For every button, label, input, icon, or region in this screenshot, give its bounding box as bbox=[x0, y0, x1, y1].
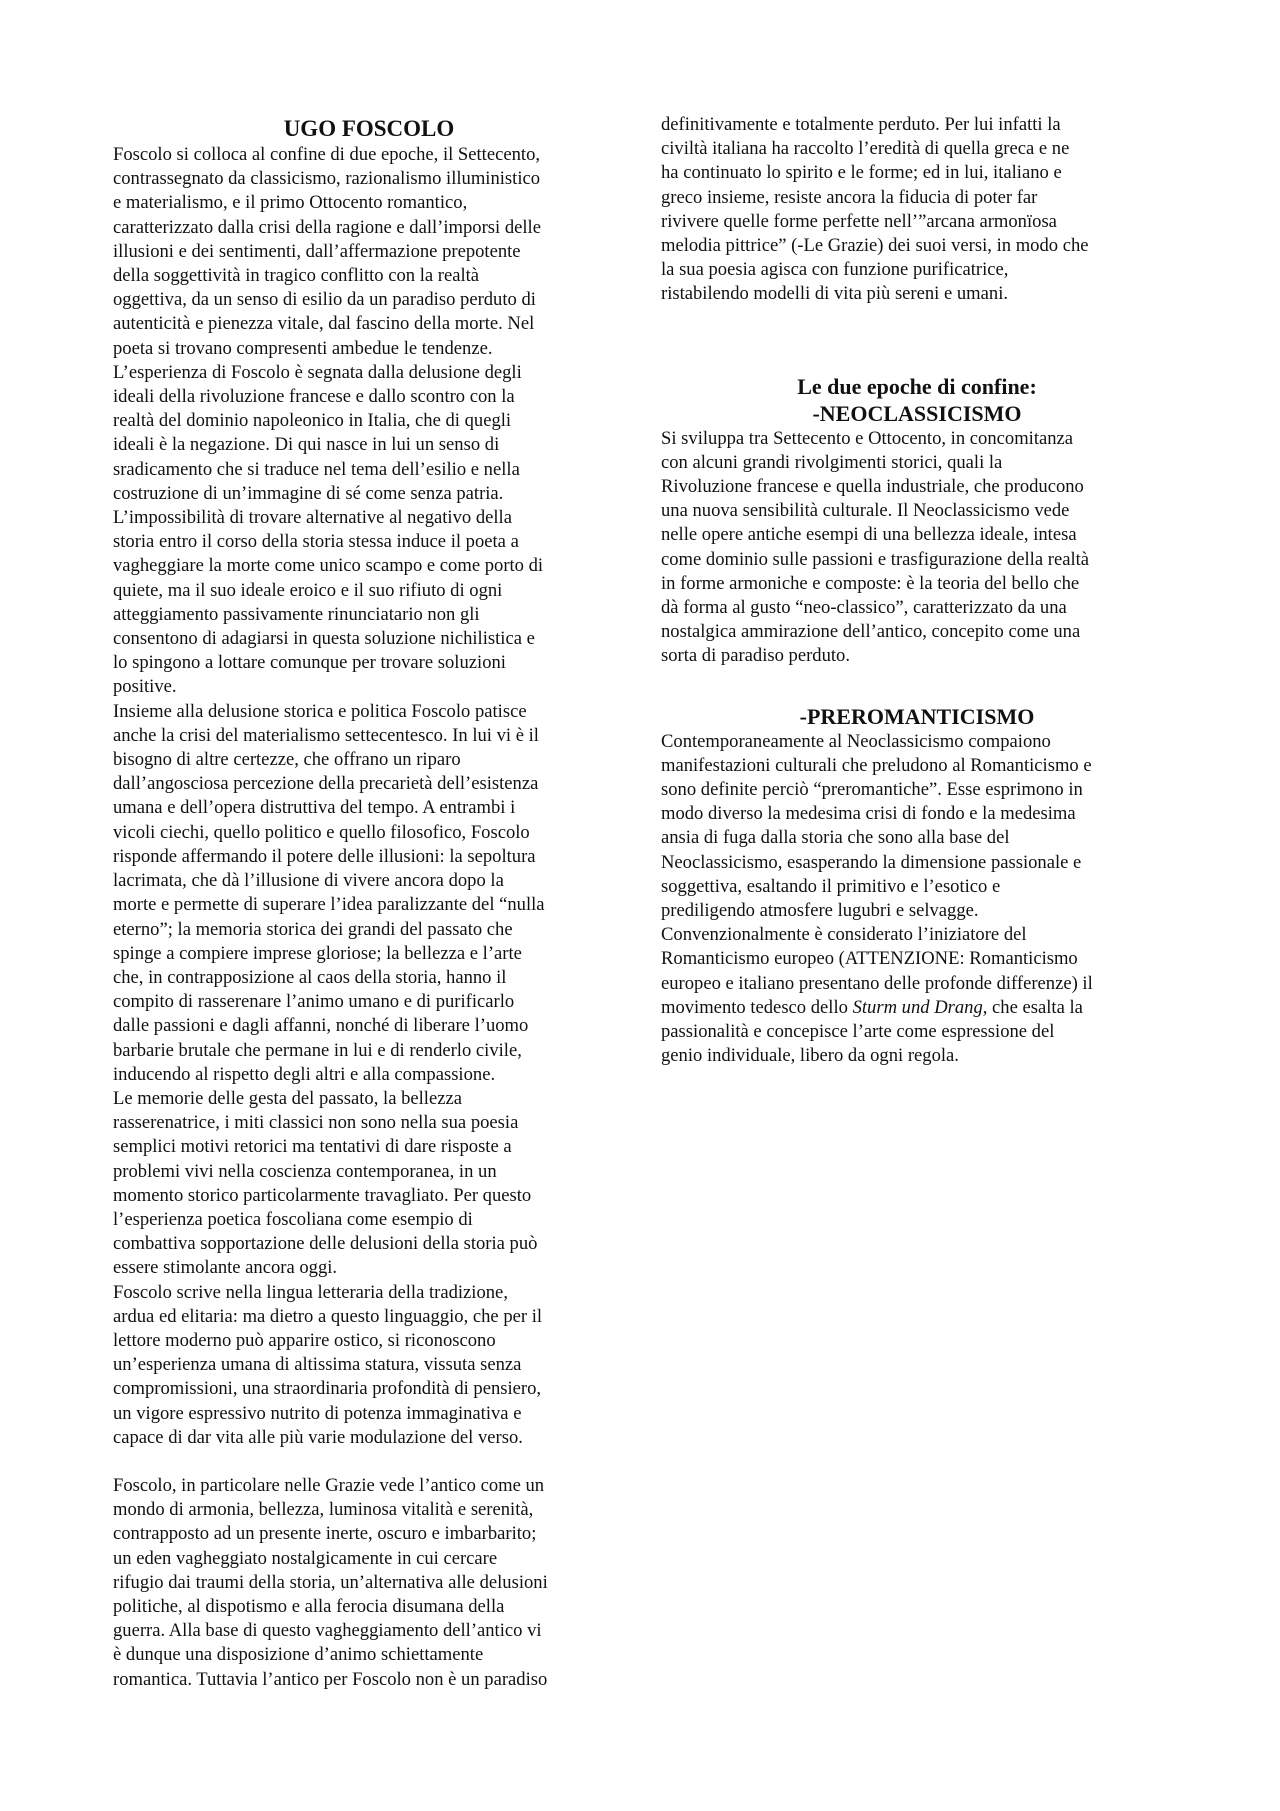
paragraph bbox=[113, 1281, 625, 1450]
document-title: UGO FOSCOLO bbox=[283, 116, 455, 141]
text-line: anche la crisi del materialismo settecentesco. In lui vi è il bbox=[113, 724, 539, 746]
text-line: Foscolo, in particolare nelle Grazie vede l’antico come un bbox=[113, 1474, 545, 1496]
text-line: Foscolo si colloca al confine di due epoche, il Settecento, bbox=[113, 144, 541, 165]
text-line: consentono di adagiarsi in questa soluzione nichilistica e bbox=[113, 628, 535, 650]
text-line: Insieme alla delusione storica e politica Foscolo patisce bbox=[113, 700, 527, 722]
text-line: politiche, al dispotismo e alla ferocia disumana della bbox=[113, 1595, 505, 1617]
text-line: essere stimolante ancora oggi. bbox=[113, 1257, 338, 1279]
text-line: civiltà italiana ha raccolto l’eredità di quella greca e ne bbox=[661, 138, 1070, 160]
text-line: romantica. Tuttavia l’antico per Foscolo non è un paradiso bbox=[113, 1668, 548, 1690]
text-line: ha continuato lo spirito e le forme; ed in lui, italiano e bbox=[661, 162, 1062, 184]
text-segment: , che esalta la bbox=[982, 996, 1083, 1018]
text-line: è dunque una disposizione d’animo schiettamente bbox=[113, 1644, 484, 1666]
text-line: sorta di paradiso perduto. bbox=[661, 645, 850, 667]
preromanticismo-paragraph bbox=[661, 730, 1173, 996]
text-line: sono definite perciò “preromantiche”. Esse esprimono in bbox=[661, 779, 1083, 801]
text-line: definitivamente e totalmente perduto. Per lui infatti la bbox=[661, 114, 1061, 135]
text-line: risponde affermando il potere delle illusioni: la sepoltura bbox=[113, 845, 536, 867]
preromanticismo-paragraph-tail bbox=[661, 1020, 1173, 1068]
text-line: Neoclassicismo, esasperando la dimensione passionale e bbox=[661, 851, 1082, 873]
text-line: umana e dell’opera distruttiva del tempo. A entrambi i bbox=[113, 797, 516, 819]
text-line: un vigore espressivo nutrito di potenza immaginativa e bbox=[113, 1402, 522, 1424]
text-line: L’esperienza di Foscolo è segnata dalla delusione degli bbox=[113, 361, 522, 383]
paragraph bbox=[113, 1087, 625, 1281]
text-line: sradicamento che si traduce nel tema dell’esilio e nella bbox=[113, 458, 520, 480]
right-column bbox=[661, 113, 1173, 1069]
text-line: ardua ed elitaria: ma dietro a questo linguaggio, che per il bbox=[113, 1305, 543, 1327]
text-line: della soggettività in tragico conflitto con la realtà bbox=[113, 265, 480, 287]
text-line: lacrimata, che dà l’illusione di vivere ancora dopo la bbox=[113, 870, 504, 892]
left-body bbox=[113, 143, 625, 1692]
text-line: contrassegnato da classicismo, razionalismo illuministico bbox=[113, 168, 541, 190]
text-line: rifugio dai traumi della storia, un’alternativa alle delusioni bbox=[113, 1571, 548, 1593]
text-line: L’impossibilità di trovare alternative al negativo della bbox=[113, 507, 512, 529]
neoclassicismo-paragraph bbox=[661, 427, 1173, 669]
text-line: Foscolo scrive nella lingua letteraria della tradizione, bbox=[113, 1281, 508, 1303]
paragraph bbox=[113, 143, 625, 361]
text-line: e materialismo, e il primo Ottocento romantico, bbox=[113, 192, 468, 214]
text-line: oggettiva, da un senso di esilio da un paradiso perduto di bbox=[113, 289, 536, 311]
text-line: poeta si trovano compresenti ambedue le tendenze. bbox=[113, 337, 493, 359]
text-line: passionalità e concepisce l’arte come espressione del bbox=[661, 1021, 1055, 1043]
text-line: ristabilendo modelli di vita più sereni e umani. bbox=[661, 283, 1009, 305]
text-line: melodia pittrice” (-Le Grazie) dei suoi versi, in modo che bbox=[661, 235, 1089, 257]
text-line: positive. bbox=[113, 676, 177, 698]
text-line: Convenzionalmente è considerato l’iniziatore del bbox=[661, 924, 1027, 946]
text-line: nostalgica ammirazione dell’antico, concepito come una bbox=[661, 621, 1081, 643]
paragraph bbox=[113, 1474, 625, 1692]
text-line: che, in contrapposizione al caos della storia, hanno il bbox=[113, 966, 507, 988]
text-line: prediligendo atmosfere lugubri e selvagge. bbox=[661, 900, 979, 922]
text-line: spinge a compiere imprese gloriose; la bellezza e l’arte bbox=[113, 942, 522, 964]
text-line: un’esperienza umana di altissima statura, vissuta senza bbox=[113, 1354, 522, 1376]
text-line: ideali è la negazione. Di qui nasce in lui un senso di bbox=[113, 434, 500, 456]
text-line: nelle opere antiche esempi di una bellezza ideale, intesa bbox=[661, 524, 1077, 546]
text-line: guerra. Alla base di questo vagheggiamento dell’antico vi bbox=[113, 1620, 542, 1642]
text-line: bisogno di altre certezze, che offrano un riparo bbox=[113, 749, 461, 771]
text-line: atteggiamento passivamente rinunciatario non gli bbox=[113, 603, 480, 625]
text-line: rivivere quelle forme perfette nell’”arcana armonïosa bbox=[661, 210, 1057, 232]
paragraph bbox=[113, 361, 625, 506]
text-line: lettore moderno può apparire ostico, si riconoscono bbox=[113, 1329, 496, 1351]
text-line: come dominio sulle passioni e trasfigurazione della realtà bbox=[661, 548, 1090, 570]
text-line: momento storico particolarmente travagliato. Per questo bbox=[113, 1184, 532, 1206]
text-line: manifestazioni culturali che preludono al Romanticismo e bbox=[661, 754, 1092, 776]
continuation-paragraph bbox=[661, 113, 1173, 307]
text-line: un eden vagheggiato nostalgicamente in cui cercare bbox=[113, 1547, 498, 1569]
text-line: inducendo al rispetto degli altri e alla compassione. bbox=[113, 1063, 496, 1085]
text-line: Romanticismo europeo (ATTENZIONE: Romanticismo bbox=[661, 948, 1078, 970]
text-line: caratterizzato dalla crisi della ragione e dall’imporsi delle bbox=[113, 216, 541, 238]
text-line: illusioni e dei sentimenti, dall’affermazione prepotente bbox=[113, 240, 521, 262]
text-line: mondo di armonia, bellezza, luminosa vitalità e serenità, bbox=[113, 1499, 534, 1521]
text-line: dalle passioni e dagli affanni, nonché di liberare l’uomo bbox=[113, 1015, 529, 1037]
left-column bbox=[113, 113, 625, 1692]
text-line: costruzione di un’immagine di sé come senza patria. bbox=[113, 482, 504, 504]
text-line: genio individuale, libero da ogni regola. bbox=[661, 1045, 959, 1067]
text-line: in forme armoniche e composte: è la teoria del bello che bbox=[661, 572, 1080, 594]
text-line: morte e permette di superare l’idea paralizzante del “nulla bbox=[113, 894, 545, 916]
section-heading-epoche: Le due epoche di confine: bbox=[797, 373, 1037, 399]
text-line: una nuova sensibilità culturale. Il Neoclassicismo vede bbox=[661, 500, 1070, 522]
text-line: problemi vivi nella coscienza contemporanea, in un bbox=[113, 1160, 497, 1182]
text-line: ideali della rivoluzione francese e dallo scontro con la bbox=[113, 386, 515, 408]
text-line: Le memorie delle gesta del passato, la bellezza bbox=[113, 1087, 462, 1109]
italic-term: Sturm und Drang bbox=[852, 996, 983, 1018]
spacer bbox=[661, 669, 1173, 703]
text-line: con alcuni grandi rivolgimenti storici, quali la bbox=[661, 451, 1003, 473]
text-line: vagheggiare la morte come unico scampo e come porto di bbox=[113, 555, 544, 577]
text-line: combattiva sopportazione delle delusioni della storia può bbox=[113, 1233, 538, 1255]
text-line: Rivoluzione francese e quella industriale, che producono bbox=[661, 476, 1084, 498]
text-line: semplici motivi retorici ma tentativi di dare risposte a bbox=[113, 1136, 512, 1158]
text-line: compromissioni, una straordinaria profondità di pensiero, bbox=[113, 1378, 542, 1400]
text-line: capace di dar vita alle più varie modulazione del verso. bbox=[113, 1426, 523, 1448]
text-line: europeo e italiano presentano delle profonde differenze) il bbox=[661, 972, 1093, 994]
spacer bbox=[113, 1450, 625, 1474]
text-line: Si sviluppa tra Settecento e Ottocento, in concomitanza bbox=[661, 427, 1074, 449]
text-line: quiete, ma il suo ideale eroico e il suo rifiuto di ogni bbox=[113, 579, 503, 601]
text-line: eterno”; la memoria storica dei grandi del passato che bbox=[113, 918, 513, 940]
section-heading-preromanticismo: -PREROMANTICISMO bbox=[799, 703, 1035, 729]
text-line: la sua poesia agisca con funzione purificatrice, bbox=[661, 259, 1009, 281]
text-line: vicoli ciechi, quello politico e quello filosofico, Foscolo bbox=[113, 821, 530, 843]
text-line: autenticità e pienezza vitale, dal fascino della morte. Nel bbox=[113, 313, 535, 335]
text-line: ansia di fuga dalla storia che sono alla base del bbox=[661, 827, 1010, 849]
text-line: storia entro il corso della storia stessa induce il poeta a bbox=[113, 531, 519, 553]
text-line bbox=[661, 996, 1173, 1020]
section-heading-neoclassicismo: -NEOCLASSICISMO bbox=[812, 400, 1022, 426]
text-line: rasserenatrice, i miti classici non sono nella sua poesia bbox=[113, 1112, 519, 1134]
text-line: greco insieme, resiste ancora la fiducia di poter far bbox=[661, 186, 1038, 208]
text-segment: movimento tedesco dello bbox=[661, 996, 853, 1018]
paragraph bbox=[113, 700, 625, 1087]
text-line: modo diverso la medesima crisi di fondo e la medesima bbox=[661, 803, 1076, 825]
text-line: lo spingono a lottare comunque per trovare soluzioni bbox=[113, 652, 506, 674]
text-line: soggettiva, esaltando il primitivo e l’esotico e bbox=[661, 875, 1001, 897]
text-line: realtà del dominio napoleonico in Italia, che di quegli bbox=[113, 410, 512, 432]
text-line: contrapposto ad un presente inerte, oscuro e imbarbarito; bbox=[113, 1523, 537, 1545]
text-line: barbarie brutale che permane in lui e di renderlo civile, bbox=[113, 1039, 522, 1061]
text-line: dall’angosciosa percezione della precarietà dell’esistenza bbox=[113, 773, 539, 795]
text-line: dà forma al gusto “neo-classico”, caratterizzato da una bbox=[661, 597, 1067, 619]
spacer bbox=[661, 307, 1173, 373]
text-line: Contemporaneamente al Neoclassicismo compaiono bbox=[661, 730, 1051, 752]
paragraph bbox=[113, 506, 625, 700]
text-line: compito di rasserenare l’animo umano e di purificarlo bbox=[113, 991, 515, 1013]
text-line: l’esperienza poetica foscoliana come esempio di bbox=[113, 1208, 473, 1230]
